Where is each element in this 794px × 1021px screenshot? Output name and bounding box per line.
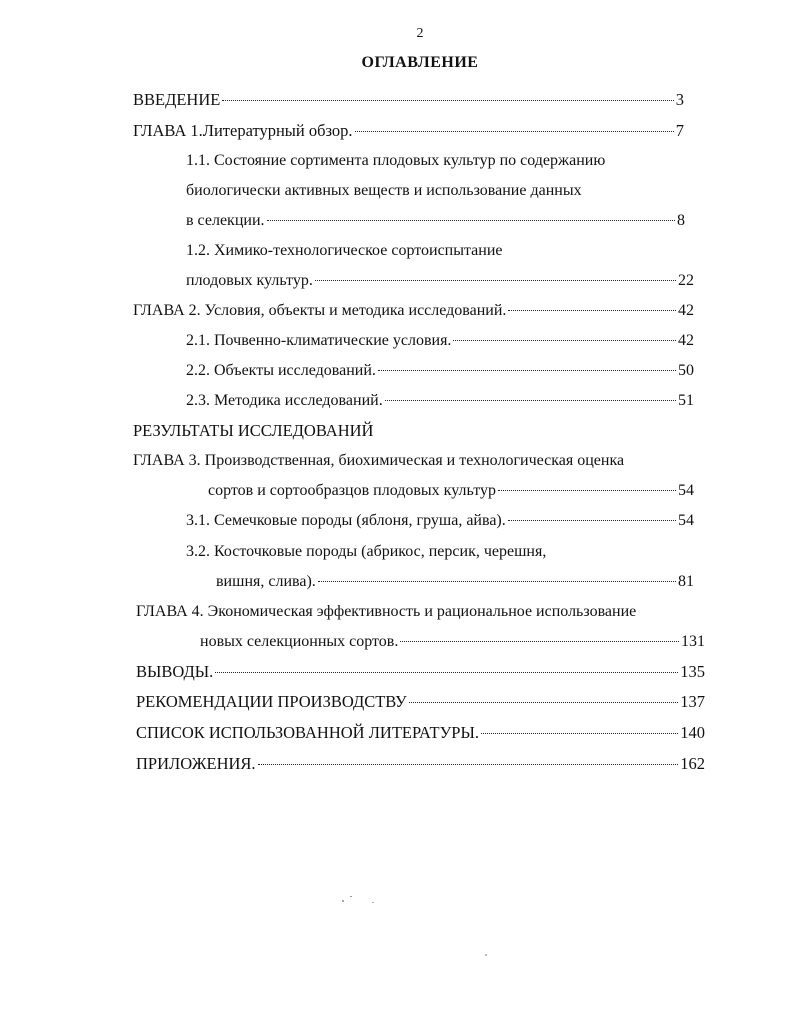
toc-entry-chapter-3-line-1[interactable] bbox=[133, 451, 624, 471]
toc-entry-page: 54 bbox=[678, 512, 694, 529]
toc-entry-page: 7 bbox=[675, 121, 684, 140]
toc-entry-references[interactable] bbox=[136, 723, 705, 743]
dot-leader bbox=[258, 764, 679, 765]
toc-entry-page: 42 bbox=[678, 332, 694, 349]
toc-entry-section-1-2-line-2[interactable] bbox=[186, 271, 694, 291]
toc-entry-text: ГЛАВА 1.Литературный обзор. bbox=[133, 121, 353, 140]
toc-entry-text: вишня, слива). bbox=[216, 573, 316, 590]
dot-leader bbox=[355, 131, 674, 132]
toc-entry-page: 162 bbox=[680, 754, 705, 773]
toc-entry-page: 22 bbox=[678, 272, 694, 289]
toc-entry-text: 2.1. Почвенно-климатические условия. bbox=[186, 332, 452, 349]
toc-entry-text: РЕЗУЛЬТАТЫ ИССЛЕДОВАНИЙ bbox=[133, 421, 374, 440]
toc-entry-text: 3.1. Семечковые породы (яблоня, груша, айва). bbox=[186, 512, 506, 529]
toc-entry-conclusions[interactable] bbox=[136, 662, 705, 682]
dot-leader bbox=[409, 702, 679, 703]
toc-entry-section-1-1-line-2[interactable] bbox=[186, 181, 582, 201]
toc-entry-section-1-2-line-1[interactable] bbox=[186, 241, 503, 261]
toc-entry-text: ГЛАВА 3. Производственная, биохимическая и технологическая оценка bbox=[133, 452, 625, 469]
toc-entry-chapter-1[interactable] bbox=[133, 121, 684, 141]
toc-entry-text: ВВЕДЕНИЕ bbox=[133, 90, 221, 109]
toc-entry-results[interactable] bbox=[133, 421, 373, 441]
toc-entry-page: 137 bbox=[680, 692, 705, 711]
page-number: 2 bbox=[416, 26, 424, 41]
toc-entry-appendices[interactable] bbox=[136, 754, 705, 774]
toc-entry-text: 3.2. Косточковые породы (абрикос, персик, черешня, bbox=[186, 543, 547, 560]
dot-leader bbox=[508, 520, 676, 521]
toc-entry-text: в селекции. bbox=[186, 212, 265, 229]
toc-entry-text: биологически активных веществ и использование данных bbox=[186, 182, 582, 199]
toc-entry-text: ПРИЛОЖЕНИЯ. bbox=[136, 754, 256, 773]
toc-entry-section-2-2[interactable] bbox=[186, 361, 694, 381]
dot-leader bbox=[400, 641, 679, 642]
dot-leader bbox=[385, 400, 676, 401]
toc-entry-section-3-1[interactable] bbox=[186, 511, 694, 531]
scan-speck bbox=[372, 902, 374, 903]
toc-entry-chapter-4-line-2[interactable] bbox=[200, 632, 705, 652]
toc-entry-text: ВЫВОДЫ. bbox=[136, 662, 214, 681]
page-title: ОГЛАВЛЕНИЕ bbox=[361, 54, 479, 71]
toc-entry-section-3-2-line-1[interactable] bbox=[186, 542, 546, 562]
toc-entry-section-1-1-line-1[interactable] bbox=[186, 151, 605, 171]
toc-entry-section-2-1[interactable] bbox=[186, 331, 694, 351]
dot-leader bbox=[508, 310, 676, 311]
scan-speck bbox=[485, 954, 487, 956]
scan-speck bbox=[350, 896, 352, 897]
toc-entry-text: 1.2. Химико-технологическое сортоиспытание bbox=[186, 242, 503, 259]
toc-entry-page: 42 bbox=[678, 302, 694, 319]
toc-entry-text: 2.3. Методика исследований. bbox=[186, 392, 383, 409]
dot-leader bbox=[378, 370, 676, 371]
toc-entry-text: РЕКОМЕНДАЦИИ ПРОИЗВОДСТВУ bbox=[136, 692, 407, 711]
toc-entry-chapter-4-line-1[interactable] bbox=[136, 602, 636, 622]
toc-entry-page: 81 bbox=[678, 573, 694, 590]
toc-entry-text: 1.1. Состояние сортимента плодовых культур по содержанию bbox=[186, 152, 606, 169]
toc-entry-chapter-3-line-2[interactable] bbox=[208, 481, 694, 501]
toc-entry-page: 50 bbox=[678, 362, 694, 379]
toc-entry-chapter-2[interactable] bbox=[133, 301, 694, 321]
toc-entry-recommendations[interactable] bbox=[136, 692, 705, 712]
toc-entry-text: плодовых культур. bbox=[186, 272, 313, 289]
dot-leader bbox=[318, 581, 676, 582]
toc-entry-section-1-1-line-3[interactable] bbox=[186, 211, 685, 231]
dot-leader bbox=[498, 490, 676, 491]
dot-leader bbox=[215, 672, 678, 673]
toc-entry-text: СПИСОК ИСПОЛЬЗОВАННОЙ ЛИТЕРАТУРЫ. bbox=[136, 723, 479, 742]
dot-leader bbox=[267, 220, 676, 221]
toc-entry-page: 51 bbox=[678, 392, 694, 409]
toc-entry-page: 3 bbox=[675, 90, 684, 109]
dot-leader bbox=[222, 100, 673, 101]
toc-entry-page: 131 bbox=[681, 633, 705, 650]
dot-leader bbox=[453, 340, 676, 341]
toc-entry-page: 135 bbox=[680, 662, 705, 681]
toc-entry-text: новых селекционных сортов. bbox=[200, 633, 399, 650]
toc-entry-page: 8 bbox=[677, 212, 685, 229]
scan-speck bbox=[342, 900, 344, 902]
toc-entry-section-2-3[interactable] bbox=[186, 391, 694, 411]
toc-entry-page: 140 bbox=[680, 723, 705, 742]
toc-entry-section-3-2-line-2[interactable] bbox=[216, 572, 694, 592]
toc-entry-intro[interactable] bbox=[133, 90, 684, 110]
dot-leader bbox=[315, 280, 676, 281]
toc-entry-page: 54 bbox=[678, 482, 694, 499]
toc-entry-text: ГЛАВА 2. Условия, объекты и методика исследований. bbox=[133, 302, 507, 319]
toc-entry-text: сортов и сортообразцов плодовых культур bbox=[208, 482, 496, 499]
toc-entry-text: ГЛАВА 4. Экономическая эффективность и рациональное использование bbox=[136, 603, 637, 620]
toc-entry-text: 2.2. Объекты исследований. bbox=[186, 362, 376, 379]
dot-leader bbox=[481, 733, 678, 734]
